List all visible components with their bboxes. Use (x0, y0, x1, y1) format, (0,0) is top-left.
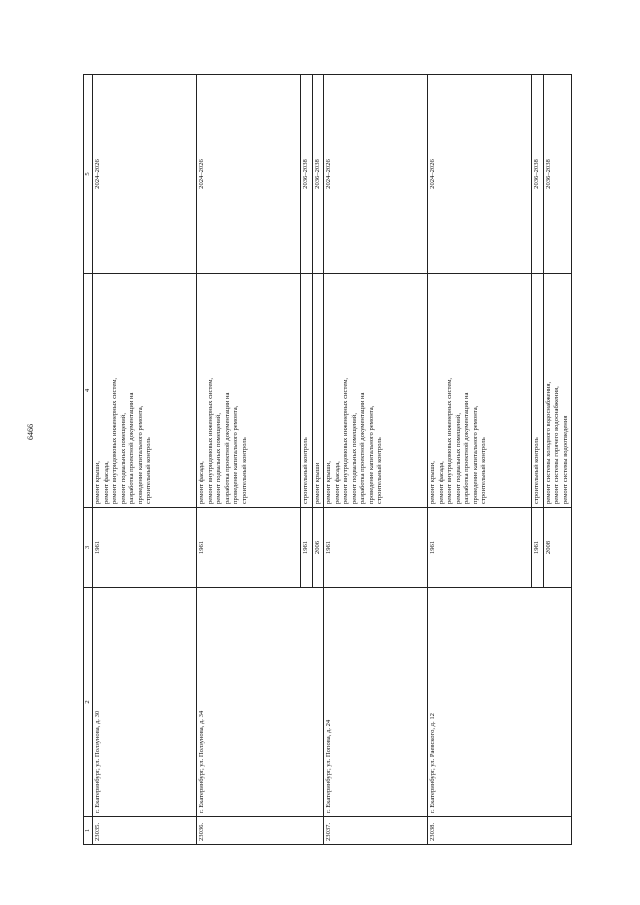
works-cell (543, 274, 571, 508)
work-item: строительный контроль (479, 437, 487, 504)
work-item: ремонт крыши, (94, 461, 102, 504)
header-col-1: 1 (84, 817, 93, 845)
work-item: ремонт крыши (313, 462, 321, 504)
year-cell: 1961 (93, 508, 197, 588)
work-item: проведение капитального ремонта, (367, 405, 375, 504)
work-item: строительный контроль (302, 437, 310, 504)
work-item: ремонт фасада, (102, 461, 110, 504)
work-item: ремонт внутридомовых инженерных систем, (446, 377, 454, 504)
period-cell: 2036–2038 (532, 75, 543, 274)
work-item: разработка проектной документации на (463, 392, 471, 504)
works-cell (301, 274, 312, 508)
table-body (93, 75, 572, 845)
work-item: ремонт внутридомовых инженерных систем, (111, 377, 119, 504)
period-cell: 2024–2026 (93, 75, 197, 274)
work-item: ремонт внутридомовых инженерных систем, (342, 377, 350, 504)
year-cell: 1961 (428, 508, 532, 588)
work-item: проведение капитального ремонта, (232, 405, 240, 504)
header-col-2: 2 (84, 588, 93, 817)
row-number: 23035. (93, 817, 197, 845)
page-number: 6466 (26, 424, 35, 440)
period-cell: 2024–2026 (428, 75, 532, 274)
work-item: ремонт фасада, (198, 461, 206, 504)
table-row (93, 75, 197, 845)
header-col-3: 3 (84, 508, 93, 588)
header-col-5: 5 (84, 75, 93, 274)
capital-repair-table (83, 74, 572, 845)
year-cell: 2006 (312, 508, 323, 588)
work-item: ремонт фасада, (437, 461, 445, 504)
works-cell (197, 274, 301, 508)
works-cell (93, 274, 197, 508)
work-item: ремонт подвальных помещений, (119, 413, 127, 504)
works-cell (324, 274, 428, 508)
table-row (324, 75, 428, 845)
period-cell: 2024–2026 (197, 75, 301, 274)
address-cell: г. Екатеринбург, ул. Раевского, д. 12 (428, 588, 572, 817)
work-item: строительный контроль (145, 437, 153, 504)
work-item: ремонт фасада, (333, 461, 341, 504)
address-cell: г. Екатеринбург, ул. Ползунова, д. 30 (93, 588, 197, 817)
year-cell: 1961 (532, 508, 543, 588)
work-item: ремонт крыши, (429, 461, 437, 504)
work-item: ремонт подвальных помещений, (350, 413, 358, 504)
work-item: ремонт системы водоотведения (561, 415, 569, 504)
work-item: ремонт подвальных помещений, (454, 413, 462, 504)
period-cell: 2036–2038 (543, 75, 571, 274)
year-cell: 2008 (543, 508, 571, 588)
rotated-table-container (83, 75, 569, 845)
table-row (197, 75, 301, 845)
table-row (428, 75, 532, 845)
row-number: 23037. (324, 817, 428, 845)
period-cell: 2036–2038 (312, 75, 323, 274)
year-cell: 1961 (301, 508, 312, 588)
work-item: разработка проектной документации на (128, 392, 136, 504)
row-number: 23038. (428, 817, 572, 845)
work-item: проведение капитального ремонта, (136, 405, 144, 504)
work-item: ремонт крыши, (325, 461, 333, 504)
year-cell: 1961 (197, 508, 301, 588)
work-item: строительный контроль (375, 437, 383, 504)
year-cell: 1961 (324, 508, 428, 588)
works-cell (312, 274, 323, 508)
work-item: разработка проектной документации на (223, 392, 231, 504)
period-cell: 2036–2038 (301, 75, 312, 274)
work-item: проведение капитального ремонта, (471, 405, 479, 504)
work-item: разработка проектной документации на (359, 392, 367, 504)
works-cell (428, 274, 532, 508)
period-cell: 2024–2026 (324, 75, 428, 274)
work-item: ремонт внутридомовых инженерных систем, (206, 377, 214, 504)
work-item: ремонт подвальных помещений, (215, 413, 223, 504)
work-item: ремонт системы холодного водоснабжения, (544, 381, 552, 504)
address-cell: г. Екатеринбург, ул. Попова, д. 24 (324, 588, 428, 817)
row-number: 23036. (197, 817, 324, 845)
work-item: строительный контроль (533, 437, 541, 504)
address-cell: г. Екатеринбург, ул. Ползунова, д. 34 (197, 588, 324, 817)
work-item: строительный контроль (240, 437, 248, 504)
header-row (84, 75, 93, 845)
works-cell (532, 274, 543, 508)
work-item: ремонт системы горячего водоснабжения, (553, 386, 561, 504)
header-col-4: 4 (84, 274, 93, 508)
